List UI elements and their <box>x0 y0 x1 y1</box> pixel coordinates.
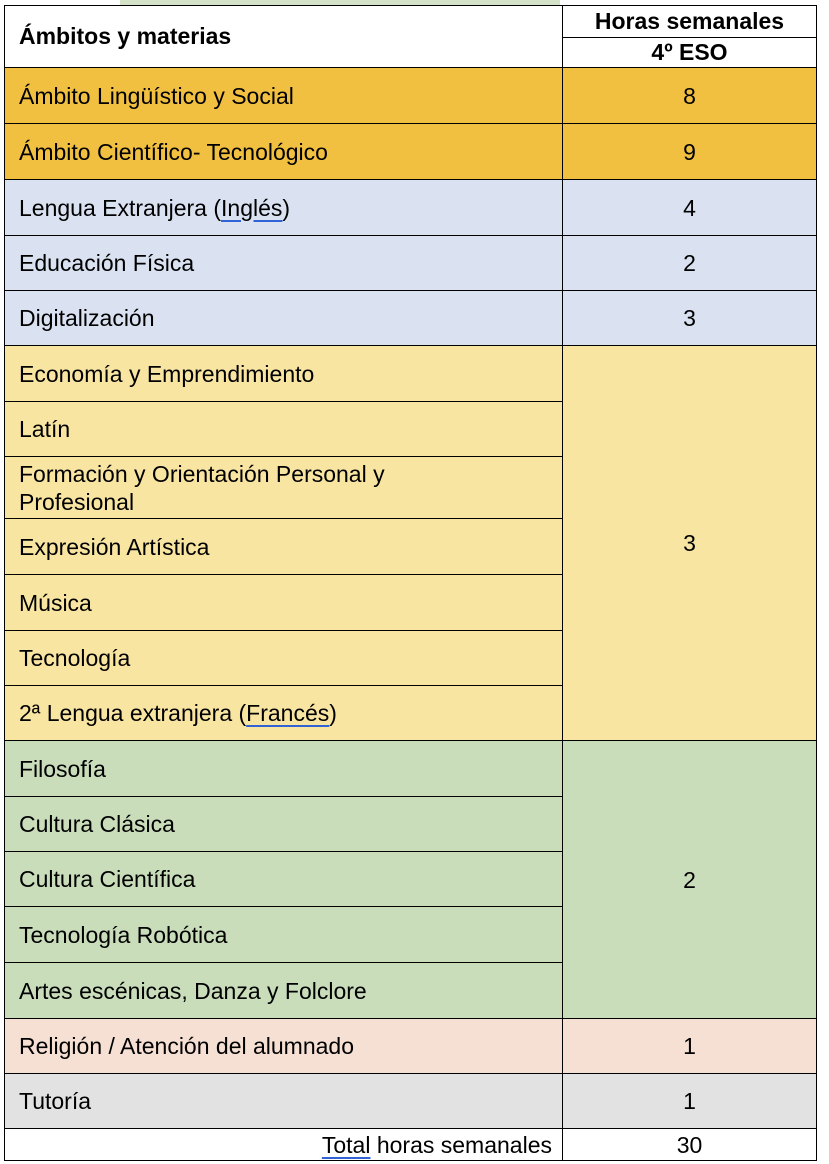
header-row-1 <box>5 6 817 38</box>
subject-name <box>5 686 563 741</box>
subject-name: Formación y Orientación Personal y Profesional <box>5 457 563 519</box>
header-subjects: Ámbitos y materias <box>5 6 563 68</box>
subject-hours: 1 <box>563 1074 817 1129</box>
header-weekly-hours: Horas semanales <box>563 6 817 38</box>
subject-name: Filosofía <box>5 741 563 797</box>
subject-name: Religión / Atención del alumnado <box>5 1019 563 1074</box>
table-row <box>5 346 817 402</box>
subject-name: Digitalización <box>5 291 563 346</box>
spellcheck-word: Francés <box>246 700 330 726</box>
subject-hours: 1 <box>563 1019 817 1074</box>
table-row <box>5 236 817 291</box>
subject-hours: 4 <box>563 180 817 236</box>
subject-name-post: ) <box>329 700 337 726</box>
subject-name: Ámbito Lingüístico y Social <box>5 68 563 124</box>
subject-name: Artes escénicas, Danza y Folclore <box>5 963 563 1019</box>
subject-name: Cultura Científica <box>5 852 563 907</box>
spellcheck-word: Inglés <box>221 194 283 221</box>
group-hours: 3 <box>563 346 817 741</box>
header-course: 4º ESO <box>563 38 817 68</box>
group-hours: 2 <box>563 741 817 1019</box>
subject-name <box>5 180 563 236</box>
subject-hours: 2 <box>563 236 817 291</box>
subject-name: Expresión Artística <box>5 519 563 575</box>
total-label <box>5 1129 563 1161</box>
subject-name: Tutoría <box>5 1074 563 1129</box>
subject-name: Cultura Clásica <box>5 797 563 852</box>
total-hours: 30 <box>563 1129 817 1161</box>
subject-hours: 3 <box>563 291 817 346</box>
table-row <box>5 1074 817 1129</box>
subject-name: Tecnología Robótica <box>5 907 563 963</box>
total-row <box>5 1129 817 1161</box>
subject-name: Latín <box>5 402 563 457</box>
table-row <box>5 124 817 180</box>
subject-name: Ámbito Científico- Tecnológico <box>5 124 563 180</box>
table-row <box>5 741 817 797</box>
subject-name-pre: 2ª Lengua extranjera ( <box>19 700 247 726</box>
subject-hours: 8 <box>563 68 817 124</box>
total-label-text: horas semanales <box>370 1131 552 1158</box>
subject-name: Educación Física <box>5 236 563 291</box>
subject-name: Economía y Emprendimiento <box>5 346 563 402</box>
hours-table <box>4 5 817 1161</box>
table-row <box>5 180 817 236</box>
subject-name-pre: Lengua Extranjera ( <box>19 194 222 221</box>
subject-name: Música <box>5 575 563 631</box>
table-row <box>5 1019 817 1074</box>
spellcheck-word: Total <box>321 1131 371 1158</box>
table-row <box>5 291 817 346</box>
subject-name-post: ) <box>282 194 291 221</box>
subject-hours: 9 <box>563 124 817 180</box>
subject-name: Tecnología <box>5 631 563 686</box>
table-row <box>5 68 817 124</box>
